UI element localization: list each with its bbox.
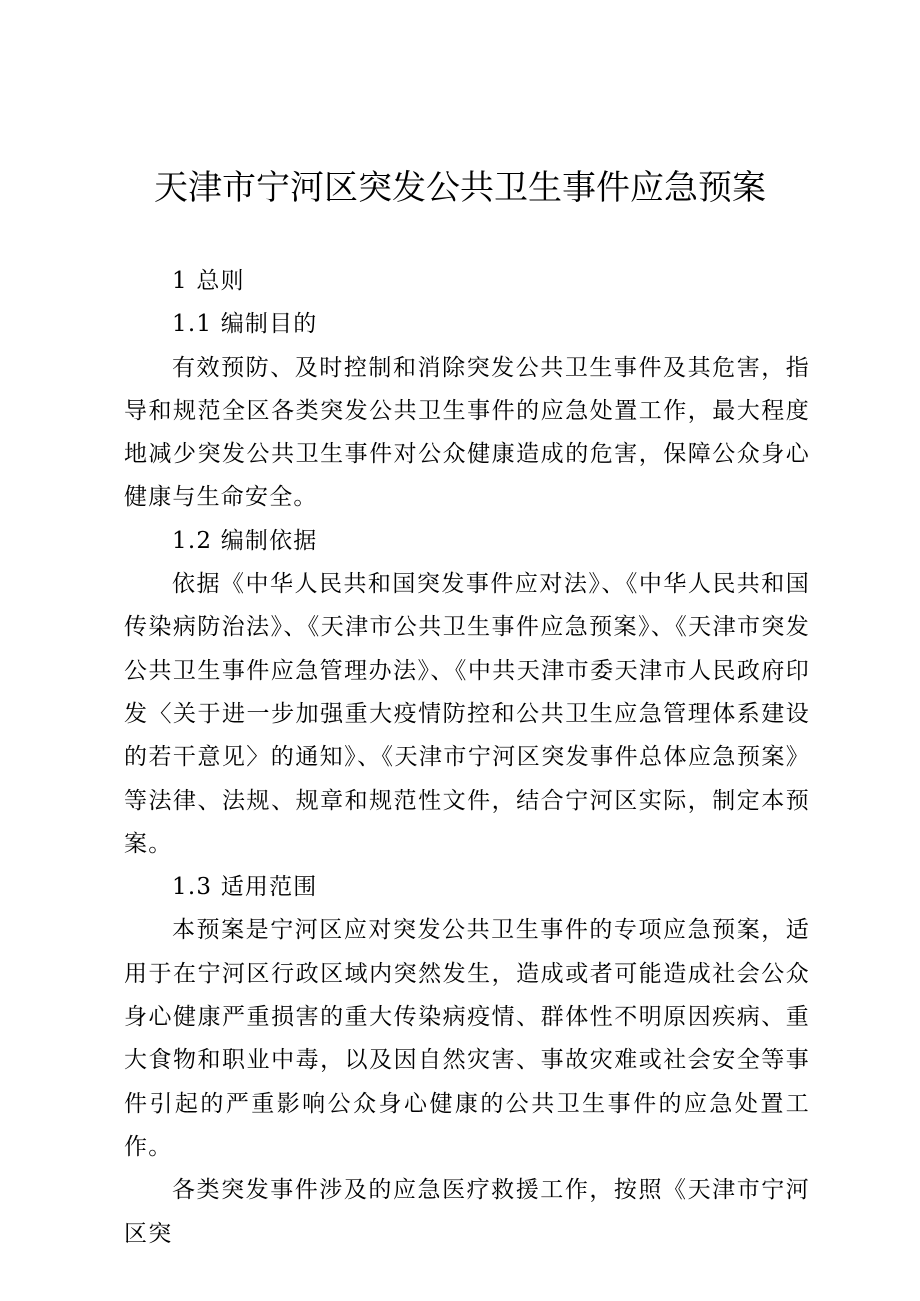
paragraph-basis: 依据《中华人民共和国突发事件应对法》、《中华人民共和国传染病防治法》、《天津市公共卫生事件应急预案》、《天津市突发公共卫生事件应急管理办法》、《中共天津市委天津市人民政府印发〈关于进一步加强重大疫情防控和公共卫生应急管理体系建设的若干意见〉的通知》、《天津市宁河区突发事件总体应急预案》等法律、法规、规章和规范性文件，结合宁河区实际，制定本预案。 [124,571,810,857]
paragraph-medical-rescue: 各类突发事件涉及的应急医疗救援工作，按照《天津市宁河区突 [124,1177,810,1247]
paragraph-purpose: 有效预防、及时控制和消除突发公共卫生事件及其危害，指导和规范全区各类突发公共卫生事件的应急处置工作，最大程度地减少突发公共卫生事件对公众健康造成的危害，保障公众身心健康与生命安全。 [124,354,810,511]
section-heading-basis: 1.2 编制依据 [172,527,318,554]
section-heading-scope: 1.3 适用范围 [172,874,318,901]
paragraph-scope: 本预案是宁河区应对突发公共卫生事件的专项应急预案，适用于在宁河区行政区域内突然发生，造成或者可能造成社会公众身心健康严重损害的重大传染病疫情、群体性不明原因疾病、重大食物和职业中毒，以及因自然灾害、事故灾难或社会安全等事件引起的严重影响公众身心健康的公共卫生事件的应急处置工作。 [124,917,810,1160]
document-body [124,260,810,1256]
document-title: 天津市宁河区突发公共卫生事件应急预案 [154,168,766,208]
section-heading-general: 1 总则 [172,268,245,294]
section-heading-purpose: 1.1 编制目的 [172,311,318,338]
